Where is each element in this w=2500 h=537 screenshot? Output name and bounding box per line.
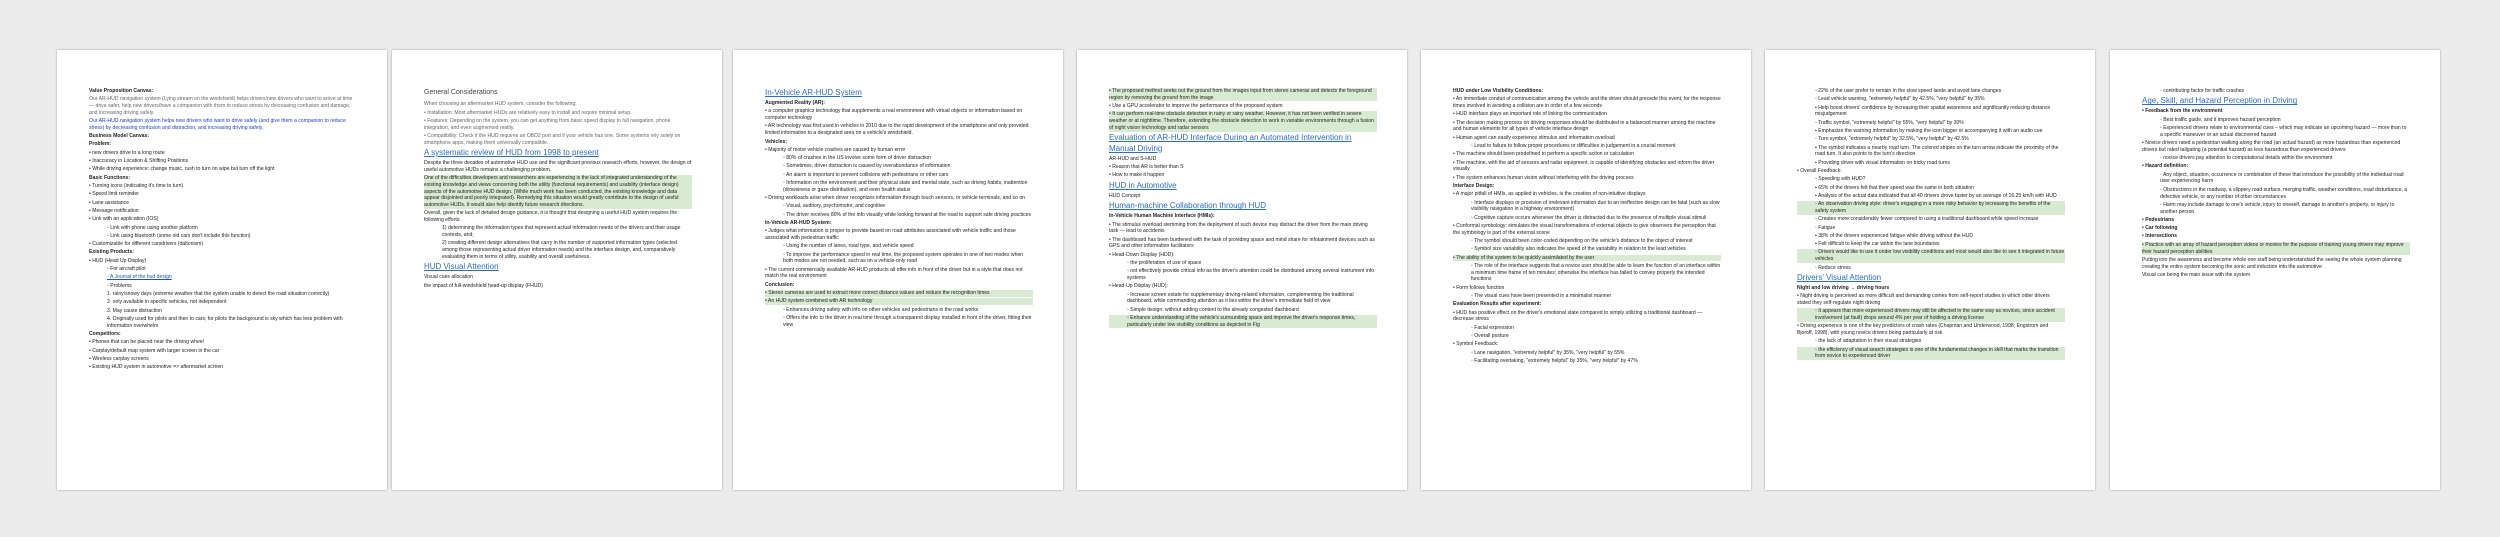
paragraph: ▪ Felt difficult to keep the car within the lane boundaries: [1815, 241, 1940, 248]
paragraph: ◦ To improve the performance speed in real time, the proposed system operates in one of two modes when both modes are not needed, such as on a vehicle-only road: [783, 251, 1024, 265]
paragraph: ▪ Emphasize the warning information by making the icon bigger or accompanying it with an audio cue: [1815, 127, 2043, 134]
paragraph: • The ability of the system to be quickly assimilated by the user: [1453, 255, 1721, 262]
paragraph: ◦ Link with phone using another platform: [107, 224, 198, 231]
paragraph: ◦ Simple design: without adding content to the already congested dashboard: [1127, 306, 1299, 313]
paragraph: • Practice with an array of hazard perception videos or movies for the purpose of training young drivers may improve their hazard perception abilities: [2142, 242, 2410, 255]
paragraph: • Installation: Most aftermarket HUDs are relatively easy to install and require minimal setup.: [424, 109, 632, 116]
paragraph: ◦ Experienced drivers relate to environmental cues – which may indicate an upcoming hazard — more than to a specific maneuver or an actual discovered hazard: [2160, 125, 2407, 138]
paragraph: 2) creating different design alternatives that carry in the number of supported information types (selected among those representing actual driver information needs) and the interface design, and, comparatively evaluating them in terms of utility, usability and overall usefulness.: [442, 240, 677, 260]
paragraph: ◦ the efficiency of visual search strategies is one of the fundamental changes in skill that marks the transition from novice to experienced driver: [1797, 347, 2065, 360]
paragraph: • Majority of motor vehicle crashes are caused by human error: [765, 146, 906, 153]
paragraph: ◦ Reduce stress: [1815, 264, 1851, 271]
paragraph: • Human agent can easily experience stimulus and information overload: [1453, 134, 1615, 141]
paragraph: AR-HUD and S-HUD: [1109, 155, 1157, 162]
subheading: Problem:: [89, 141, 112, 148]
paragraph: • Lane assistance: [89, 199, 130, 206]
paragraph: • Speed limit reminder: [89, 191, 139, 198]
paragraph: • Message notification: [89, 207, 139, 214]
paragraph: • Use a GPU accelerator to improve the performance of the proposed system: [1109, 103, 1283, 110]
document-page-4: [1077, 50, 1407, 490]
paragraph: • Customizable for different carsdrivers (daltonism): [89, 241, 204, 248]
subheading: Vehicles:: [765, 138, 788, 145]
paragraph: ◦ Drivers would like to use it under low visibility conditions and most would also like to see it integrated in future vehicles: [1797, 249, 2065, 262]
paragraph: 4. Originally used for pilots and then to cars; for pilots the background is sky which has less problem with information overwhelm: [107, 315, 343, 329]
paragraph: ▪ Providing driver with visual information on tricky road turns: [1815, 159, 1950, 166]
paragraph: • An HUD system combined with AR technology: [765, 298, 1033, 305]
paragraph: ◦ Obstructions in the roadway, a slippery road surface, merging traffic, weather conditions, road disturbance, a defective vehicle, or any number of other circumstances: [2160, 186, 2408, 200]
paragraph: ◦ Facilitating overtaking, "extremely helpful" by 35%, "very helpful" by 47%: [1471, 357, 1638, 364]
paragraph: • Compatibility: Check if the HUD requires an OBD2 port and if your vehicle has one. Some systems rely solely on smartphone apps, making them universally compatible.: [424, 132, 681, 146]
paragraph: ◦ Interface displays or provision of irrelevant information due to an ineffective design can be fatal (such as slow visibility navigation in a highway environment): [1471, 199, 1720, 213]
paragraph: • Turning icons (indicating it's time to turn): [89, 182, 184, 189]
subheading: • Car following: [2142, 225, 2178, 232]
subheading: • Hazard definition:: [2142, 163, 2189, 170]
document-page-5: [1421, 50, 1751, 490]
subheading: Basic Functions:: [89, 174, 131, 181]
paragraph: ◦ Best traffic guide, and it improves hazard perception: [2160, 116, 2281, 123]
paragraph: • The dashboard has been burdened with the task of providing space and mind share for infotainment devices such as GPS and other information facilitators: [1109, 236, 1375, 250]
paragraph: ◦ Cognitive capture occurs whenever the driver is distracted due to the presence of multiple visual stimuli: [1471, 214, 1707, 221]
paragraph: ▪ The symbol indicates a nearby road turn. The colored stripes on the turn arrow indicate the proximity of the road turn. It also points to the turn's direction: [1815, 144, 2059, 158]
paragraph: • AR technology was first used in vehicles in 2010 due to the rapid development of the smartphone and only provided limited information to a designated area on a vehicle's windshield.: [765, 123, 1029, 137]
paragraph: ◦ Creates more considerably fewer compared to using a traditional dashboard while speed increase: [1815, 216, 2039, 223]
subheading: • Intersections: [2142, 233, 2177, 240]
paragraph: ◦ Enhances driving safety with info on other vehicles and pedestrians in the road works: [783, 306, 979, 313]
paragraph: General Considerations: [424, 89, 498, 96]
paragraph: Visual cues allocation: [424, 274, 473, 281]
paragraph: ◦ Speeding with HUD?: [1815, 176, 1866, 183]
section-heading[interactable]: Drivers' Visual Attention: [1797, 272, 1882, 282]
paragraph: • How to make it happen: [1109, 172, 1165, 179]
paragraph: • The machine, with the aid of sensors and radar equipment, is capable of identifying obstacles and inform the driver visually: [1453, 159, 1715, 173]
paragraph: • Symbol Feedback:: [1453, 341, 1499, 348]
section-heading[interactable]: In-Vehicle AR-HUD System: [765, 88, 862, 97]
subheading: Interface Design:: [1453, 182, 1495, 189]
paragraph: • Driving workloads arise when driver recognizes information through touch sensors, or vehicle terminals, and so on: [765, 195, 1025, 202]
paragraph: Our AR-HUD navigation system helps new drivers who want to drive safely (and give them a companion to reduce stress) by decreasing confusion and distraction, and increasing driving safely.: [89, 118, 346, 131]
paragraph: 3. May cause distraction: [107, 307, 162, 314]
subheading: Augmented Reality (AR):: [765, 100, 825, 107]
paragraph: ◦ Facial expression: [1471, 324, 1514, 331]
subheading: In-Vehicle Human Machine Interface (HMIs):: [1109, 213, 1215, 220]
document-page-6: [1765, 50, 2095, 490]
paragraph: • Existing HUD system in automotive => aftermarket screen: [89, 364, 223, 371]
paragraph: • Overall Feedback:: [1797, 167, 1842, 174]
paragraph: • HUD interface plays an important role of linking the communication: [1453, 111, 1607, 118]
document-page-3: [733, 50, 1063, 490]
section-heading[interactable]: HUD Visual Attention: [424, 262, 499, 272]
paragraph: • The proposed method seeks out the ground from the images input from stereo cameras and detects the foreground region by removing the ground from the image: [1109, 88, 1377, 101]
paragraph[interactable]: ◦ A Journal of the hud design: [107, 274, 172, 281]
paragraph: ◦ 80% of crashes in the US involve some form of driver distraction: [783, 155, 931, 162]
paragraph: • Phones that can be placed near the driving wheel: [89, 339, 204, 346]
paragraph: ◦ contributing factor for traffic crashes: [2160, 88, 2245, 94]
paragraph: • HUD has positive effect on the driver's emotional state compared to simply utilizing a traditional dashboard — decrease stress: [1453, 309, 1703, 323]
paragraph: ◦ Traffic symbol, "extremely helpful" by 55%, "very helpful" by 30%: [1815, 119, 1964, 126]
paragraph: ◦ Lead vehicle warning, "extremely helpful" by 42.5%, "very helpful" by 35%: [1815, 96, 1985, 103]
paragraph: • Night driving is perceived as more difficult and demanding comes from self-report studies in which older drivers stated they self-regulate night driving: [1797, 293, 2050, 306]
paragraph: ◦ Fatigue: [1815, 224, 1836, 231]
paragraph: ◦ The symbol should been color-coded depending on the vehicle's distance to the object of interest: [1471, 237, 1693, 244]
paragraph: ◦ Increase screen estate for supplementary driving-related information, complementing the traditional dashboard, while commanding attention as it lies within the driver's immediate field of view: [1127, 291, 1354, 305]
paragraph: • The system enhances human vision without interfering with the driving process: [1453, 174, 1634, 181]
paragraph: • new drivers drive to a long route: [89, 149, 165, 156]
paragraph: Our AR-HUD navigation system (Lying stream on the windshield) helps drivers/new drivers who want to arrive at time — drive safer, help new drivers/have a companion with them to reduce stress by decreasing confusion and damage, and increasing driving safely.: [89, 96, 353, 116]
paragraph: ◦ Using the number of lanes, road type, and vehicle speed: [783, 243, 914, 250]
subheading: • Feedback from the environment: [2142, 108, 2223, 115]
paragraph: ◦ the lack of adaptation in their visual strategies: [1815, 338, 1922, 345]
subheading: • Pedestrians: [2142, 216, 2175, 223]
paragraph: ◦ The role of the interface suggests that a novice user should be able to learn the function of an interface within a minimum time frame of ten minutes; otherwise the interface has failed to convey properly the intended functions: [1471, 262, 1721, 283]
subheading: Conclusion:: [765, 281, 795, 288]
paragraph: 1. rainy/snowy days (extreme weather that the system unable to detect the road situation correctly): [107, 291, 330, 298]
paragraph: • Conformal symbology: simulates the visual transformations of external objects to give observers the perception that the symbology is part of the external scene: [1453, 222, 1716, 236]
paragraph: ◦ An observation driving style: driver's engaging in a more risky behavior by increasing the benefits of the safety system: [1797, 201, 2065, 214]
paragraph: • Wireless carplay screens: [89, 355, 149, 362]
paragraph: • Stereo cameras are used to extract more correct distance values and reduce the recognition times: [765, 290, 1033, 297]
paragraph: ◦ Lane navigation, "extremely helpful" by 35%, "very helpful" by 55%: [1471, 349, 1625, 356]
subheading: Existing Products:: [89, 249, 135, 256]
paragraph: ◦ Visual, auditory, psychomotor, and cognitive: [783, 203, 886, 210]
paragraph: Visual cue being the main issue with the system: [2142, 271, 2251, 278]
paragraph: • Reason that AR is better than S: [1109, 164, 1184, 171]
paragraph: • Head-Up Display (HUD):: [1109, 283, 1168, 290]
paragraph: ◦ Harm may include damage to one's vehicle, injury to oneself, damage to another's property, or injury to another person: [2160, 201, 2395, 215]
paragraph: • Driving experience is one of the key predictors of crash rates (Chapman and Underwood, 1998; Engstrom and Bjoroff, 1998), with young novice drivers being particularly at risk: [1797, 323, 2049, 337]
paragraph: Overall, given the lack of detailed design guidance, it is thought that designing a useful HUD system requires the following efforts:: [424, 210, 678, 223]
paragraph: • Form follows function: [1453, 284, 1505, 291]
paragraph: • Novice drivers rated a pedestrian walking along the road (an actual hazard) as more hazardous than experienced drivers but rated tailgating (a potential hazard) as less hazardous than experienced drivers: [2142, 140, 2401, 153]
paragraph: ◦ The driver receives 80% of the info visually while looking forward at the road to support safe driving practices: [783, 211, 1032, 218]
paragraph: • Head-Down Display (HDD):: [1109, 251, 1175, 258]
paragraph: ◦ Offers the info to the driver in real time through a transparent display installed in front of the driver, fitting their view: [783, 315, 1032, 328]
paragraph: • Judges what information is proper to provide based on road attributes associated with vehicle traffic and those associated with pedestrian traffic: [765, 228, 1016, 242]
paragraph: ◦ Overall posture: [1471, 332, 1509, 339]
paragraph: ◦ Symbol size variability also indicates the speed of the variability in relation to the lead vehicles: [1471, 246, 1686, 253]
paragraph: ◦ Information on the environment and their physical state and mental state, such as driving habits, inattention (drowsiness or gaze distribution), and even health status: [783, 180, 1028, 193]
section-heading[interactable]: Human-machine Collaboration through HUD: [1109, 201, 1266, 211]
paragraph: Putting into the awareness and become whole one staff being understandard the seeing the whole system planning creating the entire system becoming the sonic and induction into the automotive: [2142, 256, 2402, 270]
paragraph: • The stimulus overload stemming from the deployment of such device may distract the driver from the main driving task — lead to accidents: [1109, 221, 1368, 235]
paragraph: Despite the three decades of automotive HUD use and the significant previous research efforts, however, the design of useful automotive HUDs remains a challenging problem.: [424, 160, 692, 173]
paragraph: ◦ Problems: [107, 282, 132, 289]
paragraph: • Link with an application (IOS): [89, 216, 159, 223]
paragraph: When choosing an aftermarket HUD system, consider the following:: [424, 101, 577, 108]
subheading: Night and low driving → driving hours: [1797, 284, 1890, 291]
paragraph: ◦ Lead to failure to follow proper procedures or difficulties in judgement in a crucial moment: [1471, 143, 1676, 149]
paragraph: • a computer graphics technology that supplements a real environment with virtual objects or information based on computer technology: [765, 108, 1023, 122]
paragraph: HUD Concept: [1109, 192, 1141, 199]
section-heading[interactable]: HUD in Automotive: [1109, 180, 1177, 190]
subheading: HUD under Low Visibility Conditions:: [1453, 88, 1544, 94]
paragraph: ◦ novice drivers pay attention to computational details within the environment: [2160, 155, 2333, 162]
paragraph: ▪ Help boost drivers' confidence by increasing their spatial awareness and significantly reducing distance misjudgement: [1815, 104, 2051, 118]
paragraph: ▪ 65% of the drivers felt that their speed was the same in both situation: [1815, 184, 1974, 191]
paragraph: • The machine should been predefined to perform a specific action or calculation: [1453, 151, 1634, 158]
paragraph: ◦ Sometimes, driver distraction is caused by overabundance of information: [783, 163, 951, 170]
paragraph: ◦ Enhance understanding of the vehicle's surrounding space and improve the driver's response times, particularly under low visibility conditions as depicted in Fig: [1109, 315, 1377, 328]
paragraph: the impact of full-windshield head-up display (FHUD): [424, 282, 543, 289]
paragraph: • The current commercially available AR-HUD products all offer info in front of the driver but in a style that does not match the real environment: [765, 266, 1023, 280]
paragraph: • While driving experience: change music, rush to turn on wipe but turn off the light: [89, 166, 275, 173]
section-heading[interactable]: A systematic review of HUD from 1998 to present: [424, 147, 599, 157]
subheading: Value Proposition Canvas:: [89, 88, 154, 94]
paragraph: • Features: Depending on the system, you can get anything from basic speed display to full navigation, phone integration, and even augmented reality.: [424, 117, 671, 131]
paragraph: ◦ the proliferation of use of space: [1127, 260, 1202, 266]
paragraph: ◦ The visual cues have been presented in a minimalist manner: [1471, 292, 1612, 299]
paragraph: ◦ Link using bluetooth (some old cars don't include this function): [107, 232, 251, 239]
document-page-7: [2110, 50, 2440, 490]
paragraph: ◦ 22% of the user prefer to remain in the slow speed lande and avoid lane changes: [1815, 88, 2002, 94]
paragraph: • Carplay/default map system with larger screen in the car: [89, 347, 220, 354]
paragraph: 2. only available in specific vehicles, not independent: [107, 299, 227, 306]
paragraph: ◦ An alarm is important to prevent collisions with pedestrians or other cars: [783, 171, 949, 178]
subheading: Evaluation Results after experiment:: [1453, 301, 1542, 308]
paragraph: 1) determining the information types that represent actual information needs of the drivers and their usage contexts, and;: [442, 225, 681, 239]
paragraph: ◦ It appears that more experienced drivers may still be affected in the same way as novices, since accident involvement (at fault) drops around 4% per year of holding a driving license: [1797, 308, 2065, 321]
document-page-1: [57, 50, 387, 490]
document-page-2: [392, 50, 722, 490]
paragraph: • A major pitfall of HMIs, as applied in vehicles, is the creation of non-intuitive displays: [1453, 191, 1646, 198]
subheading: Competitors:: [89, 331, 121, 337]
paragraph: ◦ not effectively provide critical info as the driver's attention could be distributed among several instrument info systems: [1127, 268, 1375, 282]
paragraph: • It can perform real-time obstacle detection in rainy or rainy weather. However, it has not been verified in severe weather or at nighttime. Therefore, extending the obstacle detection to work in variable environments through a fusion of night vision technology and radar sensors: [1109, 111, 1377, 131]
subheading: Business Model Canvas:: [89, 133, 150, 140]
section-heading[interactable]: Evaluation of AR-HUD Interface During an Automated Intervention in Manual Driving: [1109, 133, 1352, 153]
paragraph: • HUD (Head Up Display): [89, 257, 147, 264]
paragraph: • Inaccuracy in Location & Shifting Positions: [89, 158, 189, 165]
paragraph: ◦ Any object, situation, occurrence or combination of these that introduce the possibility of the individual road user experiencing harm: [2160, 171, 2404, 185]
paragraph: ▪ Analysis of the actual data indicated that all 40 drivers drove faster by an average of 16.25 km/h with HUD: [1815, 192, 2057, 199]
section-heading[interactable]: Age, Skill, and Hazard Perception in Driving: [2142, 96, 2298, 106]
subheading: In-Vehicle AR-HUD System:: [765, 220, 832, 227]
paragraph: ◦ Turn symbol, "extremely helpful" by 32.5%, "very helpful" by 42.5%: [1815, 136, 1969, 143]
paragraph: • The decision making process on driving responses should be distributed in a balanced manner among the machine and human elements for all types of vehicle interface design: [1453, 119, 1716, 133]
paragraph: One of the difficulties developers and researchers are experiencing is the lack of integrated understanding of the existing knowledge and views concerning both the utility (functional requirements) and usability (interface design) aspects of the automotive HUD design. (While much work has been conducted, the existing knowledge and data appear disjointed and poorly integrated). Remedying this situation would greatly contribute to the design of useful automotive HUDs. It would also help identify future research directions.: [424, 175, 692, 209]
paragraph: • An immediate conduit of communication among the vehicle and the driver should precede this event, for the response times involved in avoiding a collision are in order of a few seconds: [1453, 96, 1721, 110]
paragraph: ▪ 38% of the drivers experienced fatigue while driving without the HUD: [1815, 232, 1974, 239]
paragraph: ◦ For aircraft pilot: [107, 266, 146, 273]
